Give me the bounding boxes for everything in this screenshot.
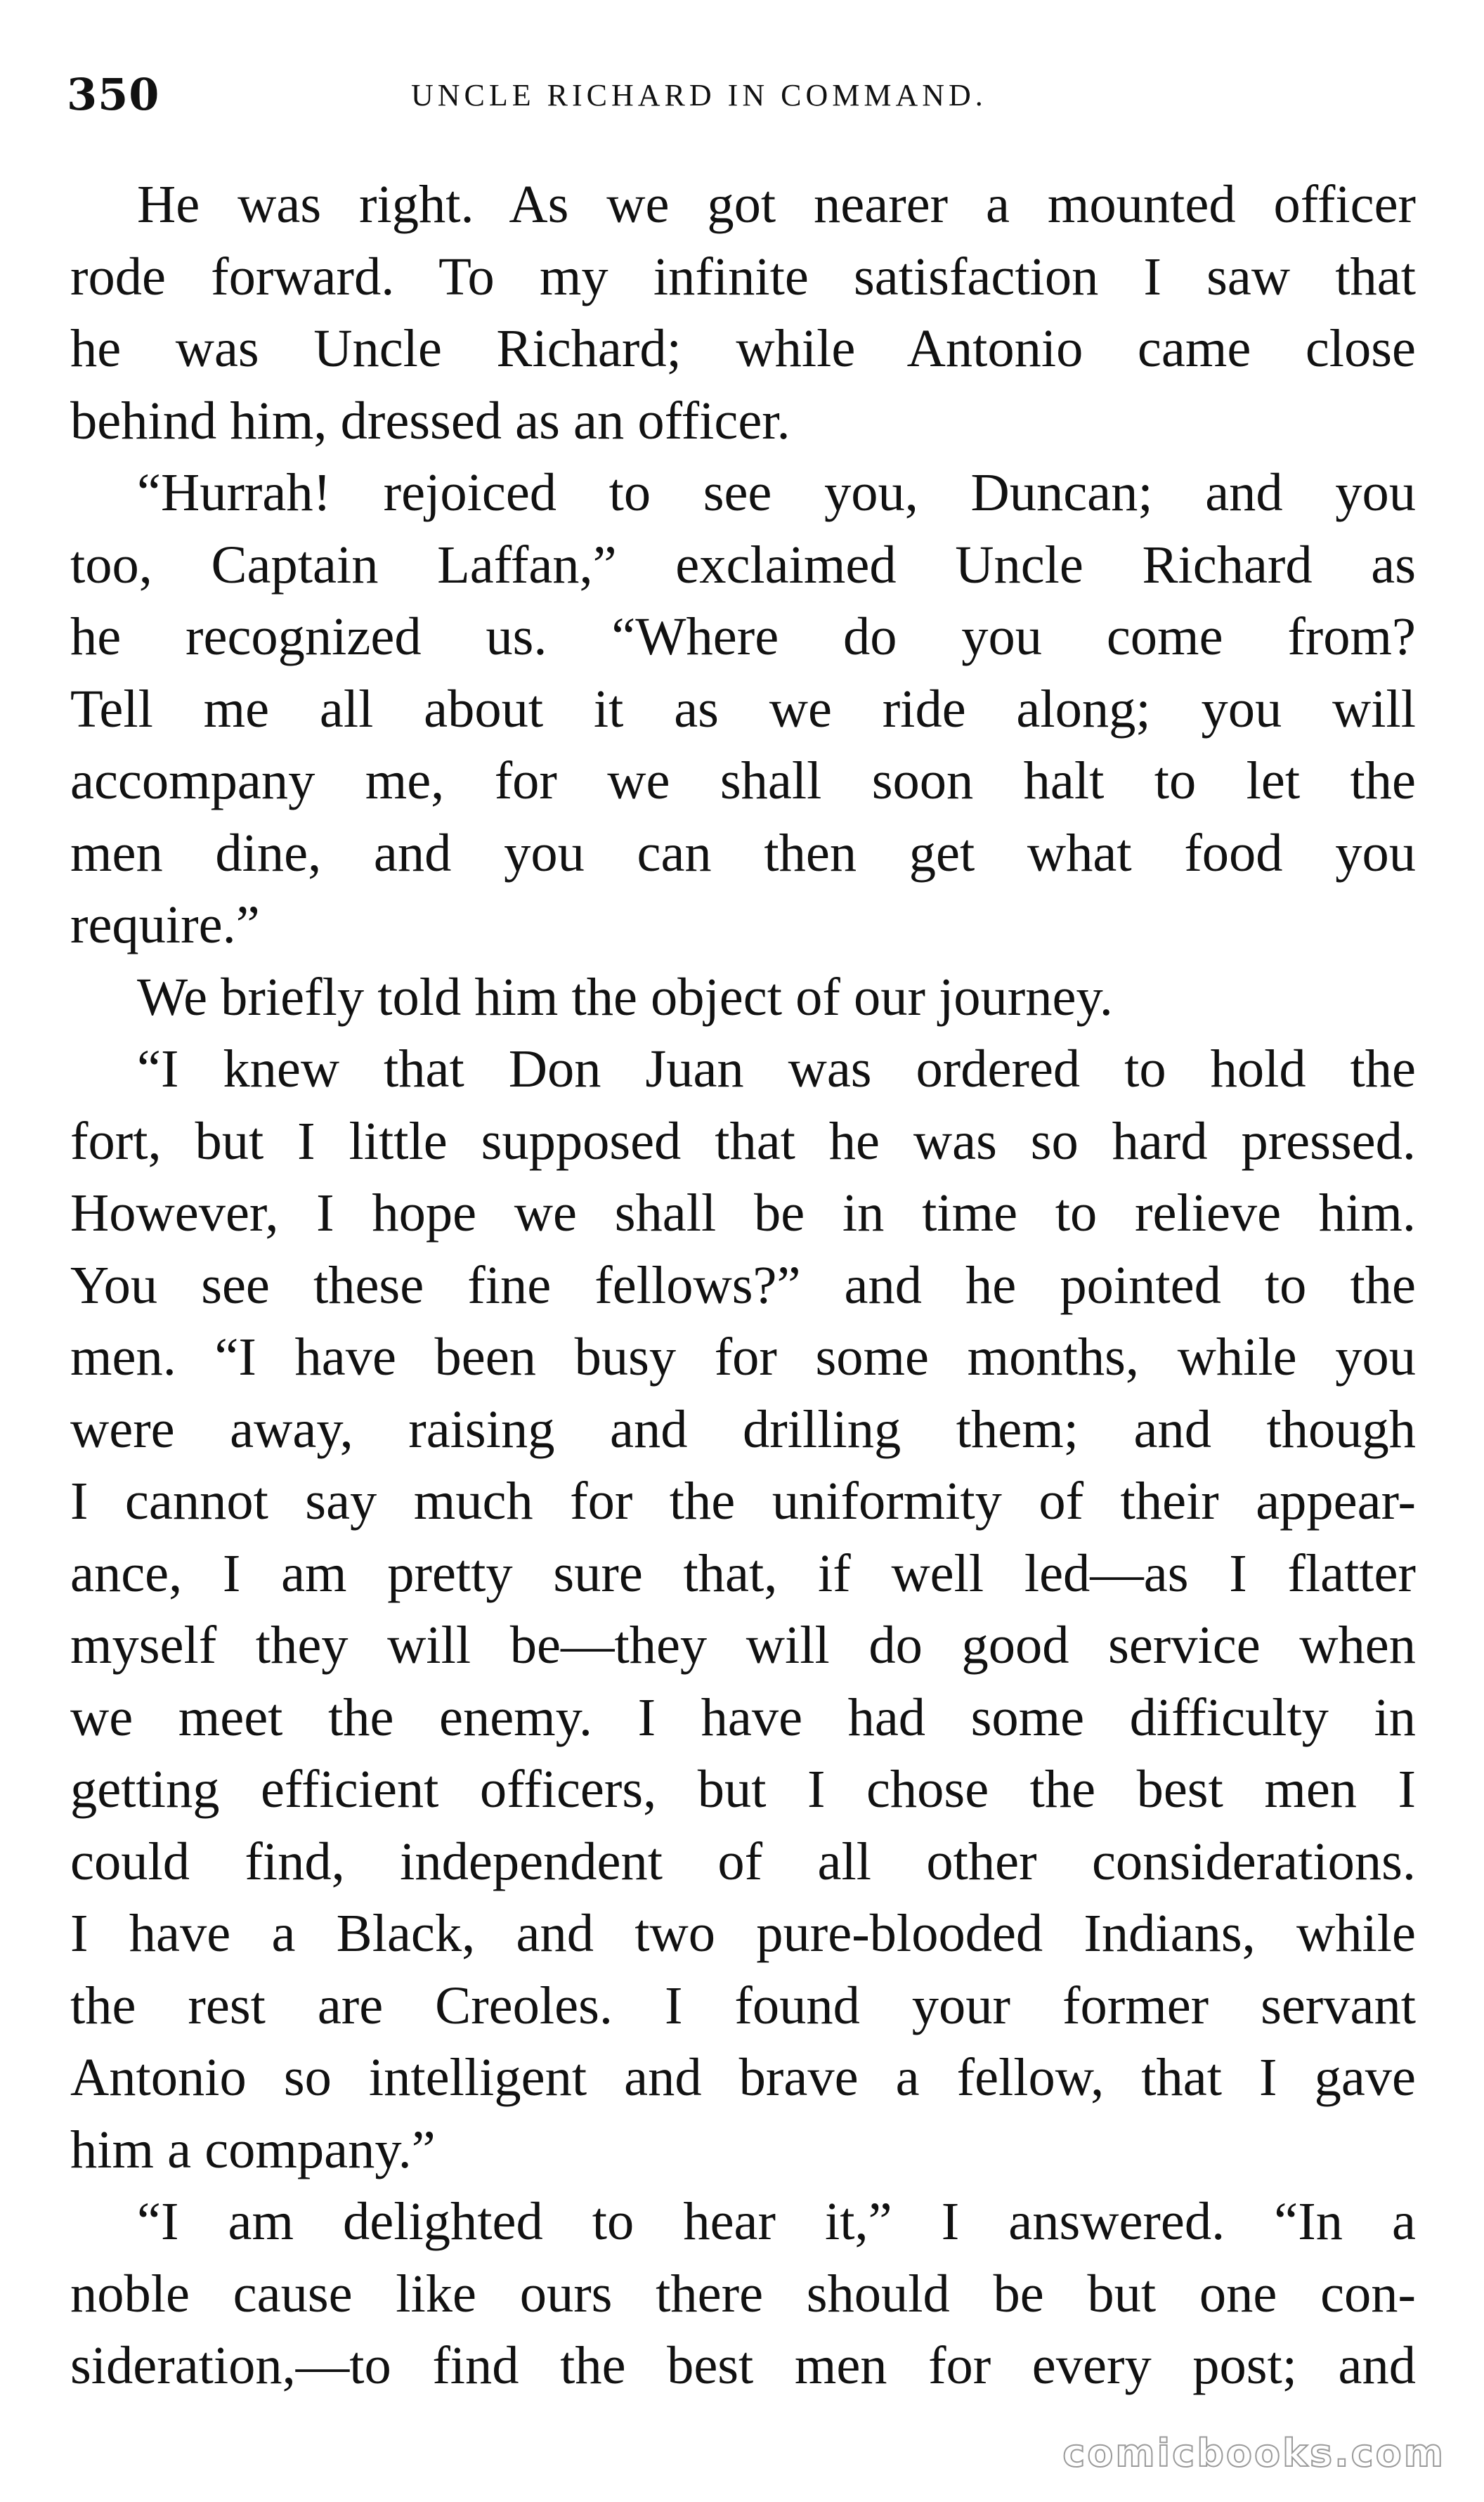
text-line: getting efficient officers, but I chose the best men I bbox=[70, 1759, 1416, 1819]
text-line: Antonio so intelligent and brave a fellow, that I gave bbox=[70, 2047, 1416, 2107]
text-line: him a company.” bbox=[70, 2119, 436, 2179]
text-line: were away, raising and drilling them; and though bbox=[70, 1399, 1416, 1459]
text-line: sideration,—to find the best men for every post; and bbox=[70, 2335, 1416, 2395]
text-line: he was Uncle Richard; while Antonio came close bbox=[70, 318, 1416, 378]
text-line: rode forward. To my infinite satisfaction I saw that bbox=[70, 246, 1416, 306]
text-line: he recognized us. “Where do you come from? bbox=[70, 607, 1416, 666]
text-line: However, I hope we shall be in time to relieve him. bbox=[70, 1183, 1416, 1243]
text-line: Tell me all about it as we ride along; you will bbox=[70, 678, 1416, 739]
text-line: fort, but I little supposed that he was so hard pressed. bbox=[70, 1110, 1416, 1171]
text-line: “Hurrah! rejoiced to see you, Duncan; and you bbox=[137, 462, 1416, 522]
text-line: noble cause like ours there should be but one con- bbox=[70, 2263, 1416, 2323]
body-text bbox=[70, 169, 1416, 2402]
text-line: behind him, dressed as an officer. bbox=[70, 390, 790, 451]
text-line: ance, I am pretty sure that, if well led—as I flatter bbox=[70, 1543, 1416, 1603]
text-line: require.” bbox=[70, 895, 260, 954]
text-line: I cannot say much for the uniformity of their appear- bbox=[70, 1471, 1416, 1531]
text-line: men. “I have been busy for some months, while you bbox=[70, 1327, 1416, 1387]
text-line: You see these fine fellows?” and he pointed to the bbox=[70, 1255, 1416, 1315]
text-line: the rest are Creoles. I found your former servant bbox=[70, 1975, 1416, 2035]
text-line: too, Captain Laffan,” exclaimed Uncle Richard as bbox=[70, 534, 1416, 595]
text-line: “I am delighted to hear it,” I answered. “In a bbox=[137, 2191, 1416, 2251]
text-line: myself they will be—they will do good service when bbox=[70, 1615, 1416, 1675]
text-line: “I knew that Don Juan was ordered to hold the bbox=[137, 1039, 1416, 1098]
text-line: He was right. As we got nearer a mounted officer bbox=[137, 174, 1416, 234]
text-line: I have a Black, and two pure-blooded Indians, while bbox=[70, 1903, 1416, 1963]
page-number: 350 bbox=[67, 69, 160, 120]
text-line: We briefly told him the object of our journey. bbox=[137, 966, 1113, 1027]
text-line: could find, independent of all other considerations. bbox=[70, 1831, 1416, 1891]
watermark: comicbooks.com bbox=[1062, 2431, 1445, 2475]
text-line: we meet the enemy. I have had some difficulty in bbox=[70, 1687, 1416, 1747]
running-head: UNCLE RICHARD IN COMMAND. bbox=[411, 78, 987, 112]
text-line: men dine, and you can then get what food you bbox=[70, 822, 1416, 883]
text-line: accompany me, for we shall soon halt to let the bbox=[70, 751, 1416, 810]
page-header bbox=[67, 63, 1416, 127]
